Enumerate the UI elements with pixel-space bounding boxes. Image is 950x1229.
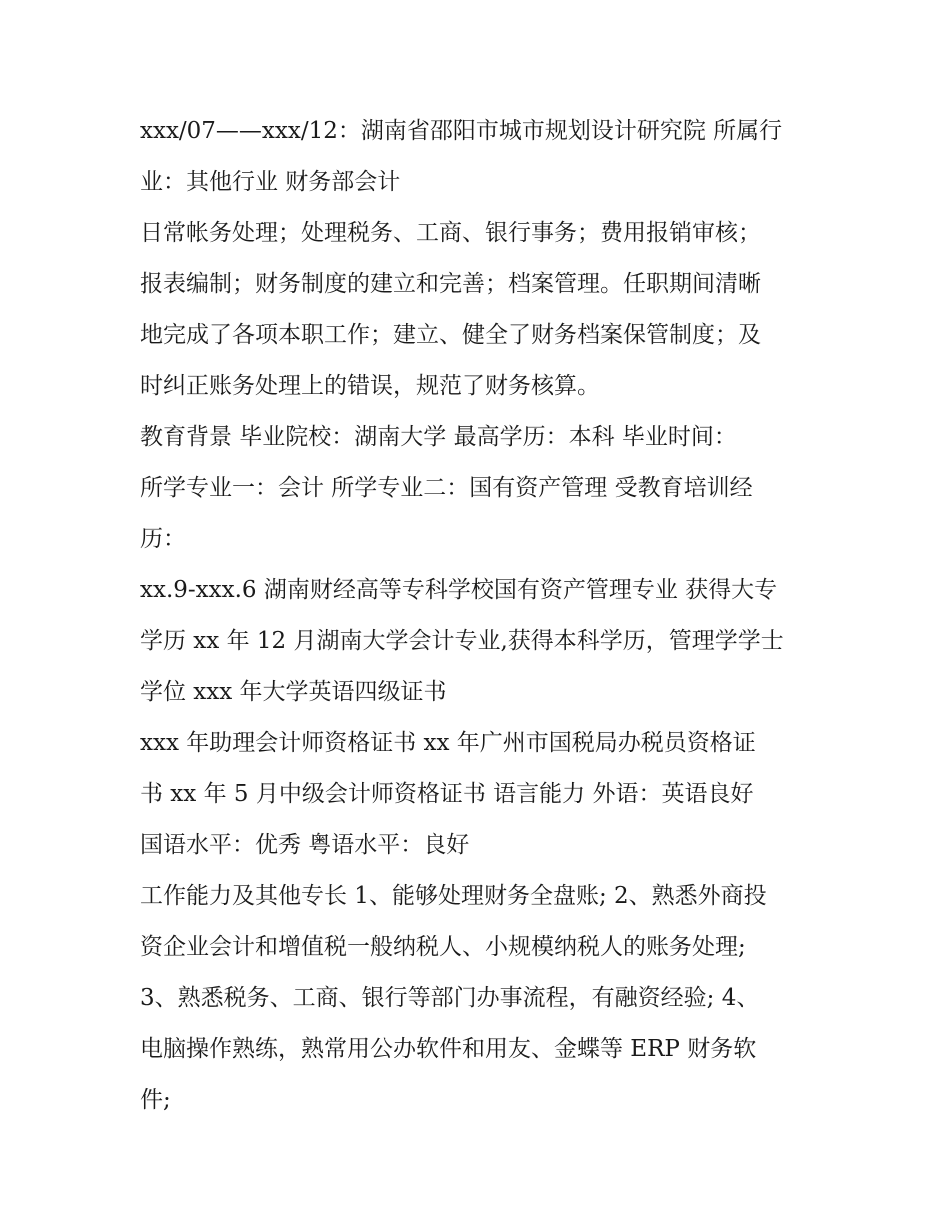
text-line: 3、熟悉税务、工商、银行等部门办事流程，有融资经验; 4、 [140,985,760,1011]
text-line: xxx 年助理会计师资格证书 xx 年广州市国税局办税员资格证 [140,730,756,756]
document-body [140,106,820,1126]
text-line: 时纠正账务处理上的错误，规范了财务核算。 [140,373,600,399]
text-line: 学位 xxx 年大学英语四级证书 [140,679,447,705]
text-line: xx.9-xxx.6 湖南财经高等专科学校国有资产管理专业 获得大专 [140,577,778,603]
text-line: 教育背景 毕业院校：湖南大学 最高学历：本科 毕业时间： [140,424,737,450]
text-line: 所学专业一：会计 所学专业二：国有资产管理 受教育培训经 [140,475,753,501]
text-line: 日常帐务处理；处理税务、工商、银行事务；费用报销审核； [140,220,761,246]
text-line: xxx/07——xxx/12：湖南省邵阳市城市规划设计研究院 所属行 [140,118,783,144]
text-line: 报表编制；财务制度的建立和完善；档案管理。任职期间清晰 [140,271,761,297]
text-line: 地完成了各项本职工作；建立、健全了财务档案保管制度；及 [140,322,761,348]
text-line: 件; [140,1087,171,1113]
text-line: 业：其他行业 财务部会计 [140,169,401,195]
text-line: 工作能力及其他专长 1、能够处理财务全盘账; 2、熟悉外商投 [140,883,767,909]
text-line: 书 xx 年 5 月中级会计师资格证书 语言能力 外语：英语良好 [140,781,754,807]
text-line: 国语水平：优秀 粤语水平：良好 [140,832,470,858]
text-line: 电脑操作熟练，熟常用公办软件和用友、金蝶等 ERP 财务软 [140,1036,757,1062]
text-line: 学历 xx 年 12 月湖南大学会计专业,获得本科学历，管理学学士 [140,628,784,654]
text-line: 历： [140,526,186,552]
text-line: 资企业会计和增值税一般纳税人、小规模纳税人的账务处理; [140,934,746,960]
